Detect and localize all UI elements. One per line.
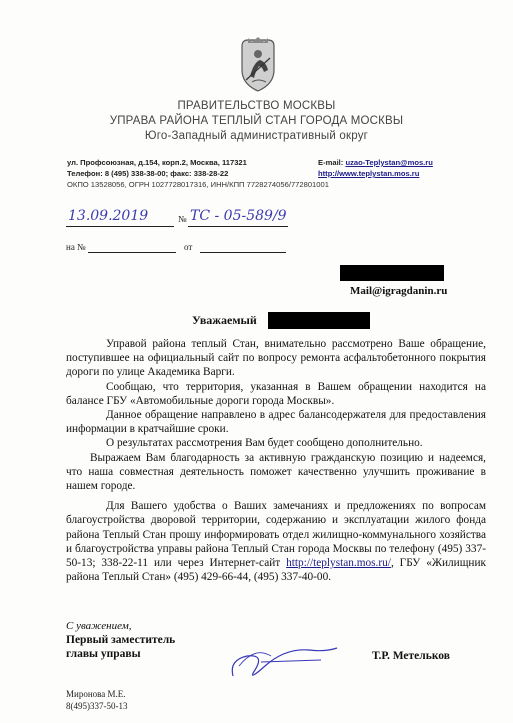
recipient-email: Mail@igragdanin.ru bbox=[350, 285, 448, 297]
body-paragraph: Управой района теплый Стан, внимательно рассмотрено Ваше обращение, поступившее на официальный сайт по вопросу ремонта асфальтобетонного покрытия дороги по улице Академика Варги. bbox=[66, 338, 486, 379]
regards: С уважением, bbox=[66, 620, 132, 632]
handwritten-signature bbox=[225, 626, 345, 686]
organization-line: УПРАВА РАЙОНА ТЕПЛЫЙ СТАН ГОРОДА МОСКВЫ bbox=[109, 115, 404, 127]
district-line: Юго-Западный административный округ bbox=[144, 130, 369, 142]
redacted-recipient-name bbox=[340, 265, 444, 281]
executor-phone: 8(495)337-50-13 bbox=[66, 701, 128, 711]
number-label: № bbox=[178, 214, 187, 224]
letter-body bbox=[66, 337, 486, 584]
letter-date: 13.09.2019 bbox=[68, 208, 149, 224]
body-paragraph-contacts bbox=[66, 499, 486, 584]
website-link-text[interactable]: http://www.teplystan.mos.ru bbox=[318, 169, 420, 178]
email-block bbox=[318, 158, 433, 167]
number-underline bbox=[188, 226, 288, 227]
moscow-coat-of-arms-icon bbox=[238, 36, 278, 94]
reference-number-line bbox=[88, 252, 176, 253]
body-paragraph: Выражаем Вам благодарность за активную гражданскую позицию и надеемся, что наша совместная деятельность поможет качественно улучшить проживание в нашем городе. bbox=[66, 451, 486, 493]
address: ул. Профсоюзная, д.154, корп.2, Москва, 117321 bbox=[67, 158, 247, 167]
teplystan-site-link[interactable]: http://teplystan.mos.ru/ bbox=[286, 557, 391, 570]
body-paragraph: Сообщаю, что территория, указанная в Вашем обращении находится на балансе ГБУ «Автомобильные дороги города Москвы». bbox=[66, 380, 486, 407]
executor-name: Миронова М.Е. bbox=[66, 689, 126, 699]
redacted-recipient-salutation bbox=[268, 312, 370, 329]
contacts-text: Для Вашего удобства о Ваших замечаниях и предложениях по вопросам благоустройства дворовой территории, содержанию и эксплуатации жилого фонда района Теплый Стан прошу информировать отдел жилищно-коммунального хозяйства и благоустройства управы района Теплый Стан города Москвы по телефону (495) 337-50-13; 338-22-11 или через Интернет-сайт bbox=[66, 500, 486, 570]
contacts-text-end: , ГБУ «Жилищник района Теплый Стан» (495) 429-66-44, (495) 337-40-00. bbox=[66, 557, 486, 584]
email-link[interactable]: uzao-Teplystan@mos.ru bbox=[345, 158, 433, 167]
government-line: ПРАВИТЕЛЬСТВО МОСКВЫ bbox=[177, 100, 336, 112]
date-underline bbox=[66, 226, 174, 227]
body-paragraph: Данное обращение направлено в адрес балансодержателя для предоставления информации в кратчайшие сроки. bbox=[66, 409, 486, 436]
reference-label: на № bbox=[66, 242, 86, 252]
phone-fax: Телефон: 8 (495) 338-38-00; факс: 338-28-22 bbox=[67, 169, 229, 178]
signatory-title-line1: Первый заместитель bbox=[66, 634, 176, 646]
reference-date-line bbox=[200, 252, 286, 253]
signatory-name: Т.Р. Метельков bbox=[372, 650, 450, 662]
email-label: E-mail: bbox=[318, 158, 344, 167]
letter-number: ТС - 05-589/9 bbox=[190, 208, 287, 224]
reference-from-label: от bbox=[184, 242, 193, 252]
website-link[interactable] bbox=[318, 169, 419, 178]
body-paragraph: О результатах рассмотрения Вам будет сообщено дополнительно. bbox=[106, 437, 423, 450]
registration-codes: ОКПО 13528056, ОГРН 1027728017316, ИНН/КПП 7728274056/772801001 bbox=[67, 180, 329, 189]
signatory-title-line2: главы управы bbox=[66, 648, 141, 660]
salutation: Уважаемый bbox=[192, 313, 257, 327]
